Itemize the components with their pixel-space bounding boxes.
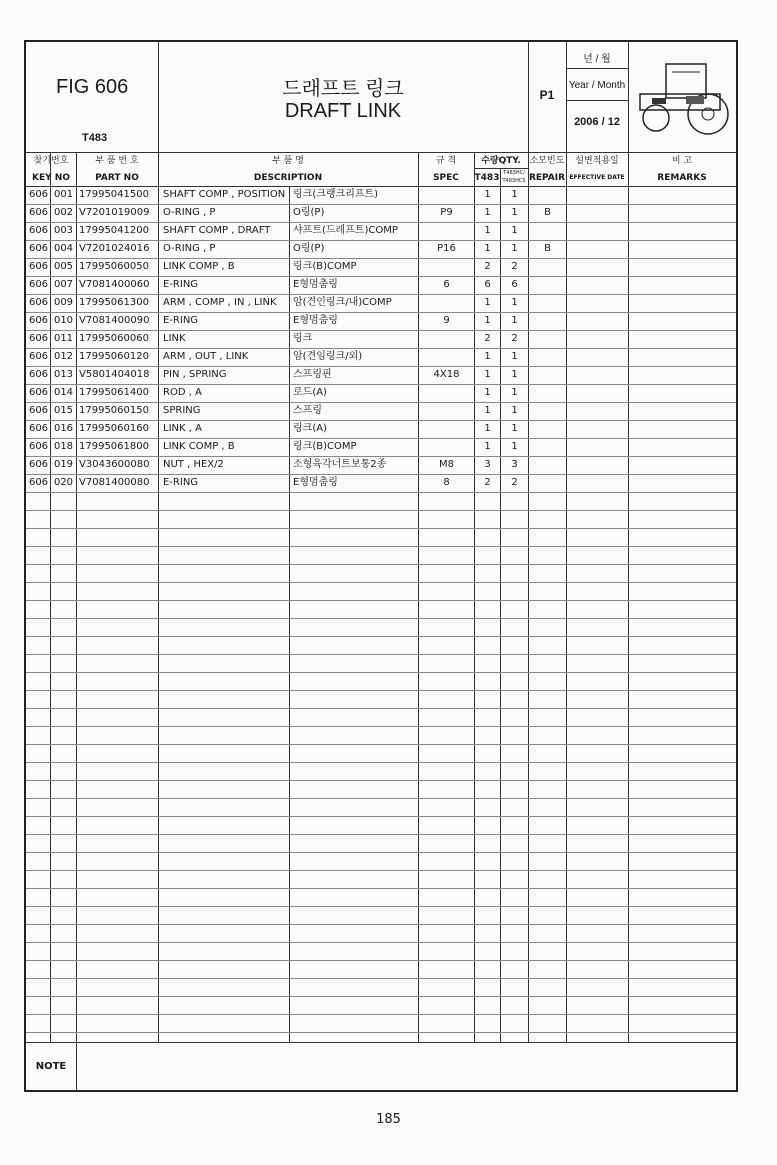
repair-header-korean: 소모빈도 [529, 156, 565, 166]
cell-fig: 606 [28, 387, 49, 398]
cell-desc-en: O-RING , P [163, 243, 216, 254]
cell-qty1: 1 [484, 225, 491, 236]
row-divider [26, 672, 736, 673]
row-divider [26, 600, 736, 601]
cell-part: V7081400080 [79, 477, 150, 488]
row-divider [26, 510, 736, 511]
part-header-english: PART NO [95, 173, 139, 183]
cell-part: V7201024016 [79, 243, 150, 254]
cell-part: 17995060160 [79, 423, 149, 434]
divider [528, 152, 529, 1042]
cell-spec: M8 [439, 459, 454, 470]
cell-desc-en: LINK , A [163, 423, 202, 434]
cell-desc-en: E-RING [163, 279, 199, 290]
spec-header-korean: 규 격 [435, 156, 457, 166]
repair-header-english: REPAIR [528, 173, 566, 183]
cell-desc-ko: 스프링핀 [293, 369, 332, 380]
cell-fig: 606 [28, 405, 49, 416]
divider [50, 152, 51, 1042]
remarks-header-english: REMARKS [657, 173, 707, 183]
cell-part: 17995061400 [79, 387, 149, 398]
tractor-icon [632, 56, 734, 144]
row-divider [26, 978, 736, 979]
row-divider [26, 780, 736, 781]
row-divider [26, 942, 736, 943]
qty-variant-header-bottom: T483HCS [502, 178, 526, 184]
cell-desc-ko: 암(견임링크/외) [293, 351, 363, 362]
cell-desc-en: ARM , OUT , LINK [163, 351, 249, 362]
cell-qty2: 1 [511, 207, 518, 218]
cell-qty1: 1 [484, 351, 491, 362]
cell-desc-en: ROD , A [163, 387, 202, 398]
cell-fig: 606 [28, 261, 49, 272]
cell-desc-ko: E형멈춤링 [293, 477, 338, 488]
row-divider [26, 654, 736, 655]
divider [566, 152, 567, 1042]
cell-key: 016 [53, 423, 74, 434]
cell-desc-en: PIN , SPRING [163, 369, 227, 380]
cell-qty1: 2 [484, 477, 491, 488]
cell-qty2: 1 [511, 189, 518, 200]
row-divider [26, 798, 736, 799]
cell-qty2: 1 [511, 315, 518, 326]
cell-fig: 606 [28, 369, 49, 380]
cell-qty1: 1 [484, 207, 491, 218]
cell-key: 009 [53, 297, 74, 308]
cell-qty2: 1 [511, 297, 518, 308]
row-divider [26, 726, 736, 727]
cell-qty1: 1 [484, 441, 491, 452]
note-label: NOTE [35, 1061, 67, 1072]
divider [566, 68, 628, 69]
cell-qty1: 1 [484, 189, 491, 200]
cell-desc-ko: 링크 [293, 333, 313, 344]
cell-fig: 606 [28, 243, 49, 254]
cell-qty2: 1 [511, 243, 518, 254]
cell-spec: P9 [440, 207, 453, 218]
cell-desc-en: LINK [163, 333, 186, 344]
cell-fig: 606 [28, 351, 49, 362]
cell-fig: 606 [28, 333, 49, 344]
cell-spec: 6 [443, 279, 450, 290]
cell-part: 17995061300 [79, 297, 149, 308]
cell-qty2: 1 [511, 225, 518, 236]
cell-desc-en: ARM , COMP , IN , LINK [163, 297, 277, 308]
row-divider [26, 888, 736, 889]
cell-qty2: 1 [511, 351, 518, 362]
page-number: 185 [376, 1112, 401, 1127]
cell-qty2: 1 [511, 441, 518, 452]
cell-fig: 606 [28, 279, 49, 290]
cell-qty2: 2 [511, 333, 518, 344]
year-month-english: Year / Month [568, 80, 626, 91]
cell-part: 17995060150 [79, 405, 149, 416]
title-korean: 드래프트 링크 [282, 78, 404, 100]
cell-part: V5801404018 [79, 369, 150, 380]
cell-qty1: 1 [484, 243, 491, 254]
cell-fig: 606 [28, 477, 49, 488]
cell-desc-ko: 링크(B)COMP [293, 441, 357, 452]
desc-header-english: DESCRIPTION [253, 173, 323, 183]
cell-qty2: 3 [511, 459, 518, 470]
cell-key: 003 [53, 225, 74, 236]
row-divider [26, 636, 736, 637]
cell-key: 004 [53, 243, 74, 254]
cell-fig: 606 [28, 297, 49, 308]
cell-spec: 8 [443, 477, 450, 488]
effective-date-header-english: EFFECTIVE DATE [569, 174, 625, 181]
cell-part: 17995060120 [79, 351, 149, 362]
cell-desc-en: SHAFT COMP , POSITION [163, 189, 286, 200]
cell-part: V3043600080 [79, 459, 150, 470]
revision-date: 2006 / 12 [574, 116, 620, 128]
divider [500, 168, 501, 1042]
cell-key: 001 [53, 189, 74, 200]
cell-qty2: 1 [511, 369, 518, 380]
cell-qty2: 1 [511, 423, 518, 434]
cell-key: 018 [53, 441, 74, 452]
effective-date-header-korean: 설변적용일 [575, 156, 619, 166]
cell-qty1: 1 [484, 369, 491, 380]
divider [26, 1042, 736, 1043]
cell-qty1: 1 [484, 405, 491, 416]
title-english: DRAFT LINK [284, 100, 402, 122]
cell-qty1: 6 [484, 279, 491, 290]
cell-qty1: 1 [484, 387, 491, 398]
row-divider [26, 906, 736, 907]
cell-spec: P16 [437, 243, 456, 254]
cell-desc-ko: 암(견인링크/내)COMP [293, 297, 392, 308]
cell-desc-en: SHAFT COMP , DRAFT [163, 225, 271, 236]
cell-fig: 606 [28, 315, 49, 326]
cell-desc-ko: 링크(B)COMP [293, 261, 357, 272]
cell-qty1: 3 [484, 459, 491, 470]
cell-key: 011 [53, 333, 74, 344]
cell-part: 17995041200 [79, 225, 149, 236]
cell-key: 005 [53, 261, 74, 272]
cell-fig: 606 [28, 441, 49, 452]
model-label: T483 [82, 132, 108, 144]
cell-qty2: 2 [511, 261, 518, 272]
remarks-header-korean: 비 고 [671, 156, 693, 166]
cell-desc-ko: 소형육각너트보통2종 [293, 459, 387, 470]
cell-desc-en: LINK COMP , B [163, 261, 235, 272]
cell-desc-en: LINK COMP , B [163, 441, 235, 452]
cell-qty1: 1 [484, 315, 491, 326]
cell-part: 17995060050 [79, 261, 149, 272]
cell-qty2: 1 [511, 405, 518, 416]
cell-part: V7081400090 [79, 315, 150, 326]
row-divider [26, 924, 736, 925]
row-divider [26, 708, 736, 709]
divider [474, 152, 475, 1042]
qty-header: 수량QTY. [481, 156, 521, 166]
divider [628, 42, 629, 152]
cell-repair: B [544, 207, 551, 218]
cell-key: 002 [53, 207, 74, 218]
cell-desc-ko: 링크(A) [293, 423, 327, 434]
cell-desc-ko: O링(P) [293, 207, 325, 218]
cell-desc-ko: O링(P) [293, 243, 325, 254]
divider [566, 100, 628, 101]
row-divider [26, 546, 736, 547]
row-divider [26, 618, 736, 619]
cell-qty2: 2 [511, 477, 518, 488]
cell-key: 014 [53, 387, 74, 398]
year-month-korean: 년 / 월 [583, 54, 611, 65]
divider [289, 186, 290, 1042]
row-divider [26, 960, 736, 961]
cell-desc-en: SPRING [163, 405, 201, 416]
cell-part: 17995060060 [79, 333, 149, 344]
cell-qty1: 1 [484, 423, 491, 434]
desc-header-korean: 부 품 명 [272, 156, 304, 166]
cell-repair: B [544, 243, 551, 254]
cell-spec: 9 [443, 315, 450, 326]
row-divider [26, 870, 736, 871]
cell-desc-ko: E형멈춤링 [293, 315, 338, 326]
cell-spec: 4X18 [433, 369, 460, 380]
cell-qty2: 1 [511, 387, 518, 398]
row-divider [26, 492, 736, 493]
row-divider [26, 528, 736, 529]
row-divider [26, 744, 736, 745]
cell-fig: 606 [28, 225, 49, 236]
cell-qty1: 2 [484, 261, 491, 272]
divider [158, 152, 159, 1042]
cell-key: 012 [53, 351, 74, 362]
cell-desc-ko: 로드(A) [293, 387, 327, 398]
divider [418, 152, 419, 1042]
parts-sheet [24, 40, 738, 1092]
row-divider [26, 996, 736, 997]
row-divider [26, 564, 736, 565]
cell-part: 17995041500 [79, 189, 149, 200]
cell-key: 010 [53, 315, 74, 326]
cell-desc-en: O-RING , P [163, 207, 216, 218]
spec-header-english: SPEC [433, 173, 459, 183]
cell-key: 007 [53, 279, 74, 290]
cell-qty2: 6 [511, 279, 518, 290]
row-divider [26, 690, 736, 691]
page-code: P1 [539, 88, 555, 102]
cell-fig: 606 [28, 189, 49, 200]
row-divider [26, 582, 736, 583]
cell-desc-ko: E형멈춤링 [293, 279, 338, 290]
cell-fig: 606 [28, 207, 49, 218]
cell-key: 013 [53, 369, 74, 380]
part-header-korean: 부 품 번 호 [95, 156, 139, 166]
cell-qty1: 2 [484, 333, 491, 344]
cell-desc-ko: 링크(크랭크리프트) [293, 189, 379, 200]
key-header-english: KEY NO [32, 173, 70, 183]
cell-qty1: 1 [484, 297, 491, 308]
cell-key: 019 [53, 459, 74, 470]
row-divider [26, 816, 736, 817]
cell-desc-en: NUT , HEX/2 [163, 459, 224, 470]
cell-desc-en: E-RING [163, 477, 199, 488]
row-divider [26, 1014, 736, 1015]
row-divider [26, 1032, 736, 1033]
divider [628, 152, 629, 1042]
cell-fig: 606 [28, 423, 49, 434]
row-divider [26, 834, 736, 835]
cell-desc-ko: 샤프트(드레프트)COMP [293, 225, 398, 236]
row-divider [26, 852, 736, 853]
cell-desc-en: E-RING [163, 315, 199, 326]
cell-part: V7201019009 [79, 207, 150, 218]
cell-key: 020 [53, 477, 74, 488]
cell-part: V7081400060 [79, 279, 150, 290]
cell-part: 17995061800 [79, 441, 149, 452]
divider [76, 152, 77, 1042]
cell-key: 015 [53, 405, 74, 416]
cell-desc-ko: 스프링 [293, 405, 322, 416]
key-header-korean: 찾기번호 [33, 156, 69, 166]
qty-model-header: T483 [474, 173, 500, 183]
figure-number: FIG 606 [56, 76, 129, 98]
divider [76, 1042, 77, 1092]
qty-variant-header-top: T483HC/ [503, 170, 525, 176]
row-divider [26, 762, 736, 763]
cell-fig: 606 [28, 459, 49, 470]
